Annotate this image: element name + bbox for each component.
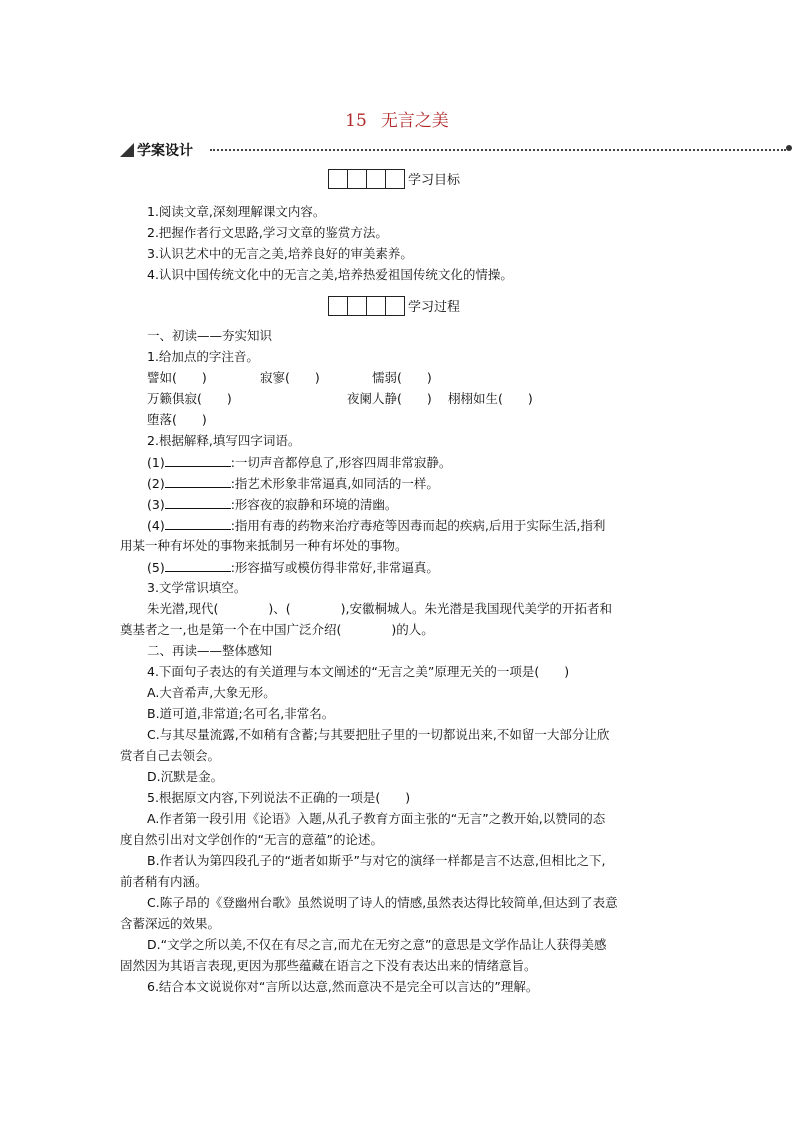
question-4: 4.下面句子表达的有关道理与本文阐述的“无言之美”原理无关的一项是( ) (147, 664, 570, 679)
fill-item-continued: 用某一种有坏处的事物来抵制另一种有坏处的事物。 (120, 538, 408, 553)
question-3: 3.文学常识填空。 (147, 580, 247, 595)
option-line: B.道可道,非常道;名可名,非常名。 (147, 706, 335, 721)
process-heading: 学习过程 (328, 295, 460, 315)
objective-item: 1.阅读文章,深刻理解课文内容。 (147, 204, 326, 219)
box-decoration-icon (328, 296, 404, 316)
option-line: 赏者自己去领会。 (120, 748, 221, 763)
lesson-number: 15 (345, 111, 367, 131)
objective-item: 3.认识艺术中的无言之美,培养良好的审美素养。 (147, 246, 413, 261)
option-line: 含蓄深远的效果。 (120, 916, 221, 931)
option-line: 前者稍有内涵。 (120, 874, 208, 889)
fill-item: (2) :指艺术形象非常逼真,如同活的一样。 (147, 476, 439, 491)
question-1: 1.给加点的字注音。 (147, 349, 259, 364)
part-heading: 一、初读——夯实知识 (147, 328, 273, 343)
question-3-line: 朱光潜,现代( )、( ),安徽桐城人。朱光潜是我国现代美学的开拓者和 (147, 601, 612, 616)
option-line: C.陈子昂的《登幽州台歌》虽然说明了诗人的情感,虽然表达得比较简单,但达到了表意 (147, 895, 618, 910)
answer-blank[interactable] (165, 559, 231, 572)
option-line: A.大音希声,大象无形。 (147, 685, 276, 700)
pinyin-item: 万籁俱寂( ) (147, 391, 232, 406)
option-line: A.作者第一段引用《论语》入题,从孔子教育方面主张的“无言”之教开始,以赞同的态 (147, 811, 606, 826)
pinyin-item: 懦弱( ) (372, 370, 432, 385)
question-2: 2.根据解释,填写四字词语。 (147, 433, 301, 448)
answer-blank[interactable] (165, 496, 231, 509)
option-line: 固然因为其语言表现,更因为那些蕴藏在语言之下没有表达出来的情绪意旨。 (120, 958, 537, 973)
fill-item: (1) :一切声音都停息了,形容四周非常寂静。 (147, 455, 452, 470)
part-heading: 二、再读——整体感知 (147, 643, 273, 658)
pinyin-item: 譬如( ) (147, 370, 207, 385)
question-6: 6.结合本文说说你对“言所以达意,然而意决不是完全可以言达的”理解。 (147, 979, 539, 994)
fill-item: (5) :形容描写或模仿得非常好,非常逼真。 (147, 560, 439, 575)
answer-blank[interactable] (165, 475, 231, 488)
fill-item: (3) :形容夜的寂静和环境的清幽。 (147, 497, 398, 512)
answer-blank[interactable] (165, 517, 231, 530)
option-line: D.“文学之所以美,不仅在有尽之言,而尤在无穷之意”的意思是文学作品让人获得美感 (147, 937, 607, 952)
triangle-icon (120, 143, 134, 157)
fill-item: (4) :指用有毒的药物来治疗毒疮等因毒而起的疾病,后用于实际生活,指利 (147, 518, 606, 533)
option-line: 度自然引出对文学创作的“无言的意蕴”的论述。 (120, 832, 383, 847)
dot-endcap-icon (786, 145, 792, 151)
option-line: C.与其尽量流露,不如稍有含蓄;与其要把肚子里的一切都说出来,不如留一大部分让欣 (147, 727, 610, 742)
pinyin-item: 寂寥( ) (260, 370, 320, 385)
answer-blank[interactable] (165, 454, 231, 467)
option-line: B.作者认为第四段孔子的“逝者如斯乎”与对它的演绎一样都是言不达意,但相比之下, (147, 853, 606, 868)
question-3-line: 奠基者之一,也是第一个在中国广泛介绍( )的人。 (120, 622, 434, 637)
objective-item: 4.认识中国传统文化中的无言之美,培养热爱祖国传统文化的情操。 (147, 267, 513, 282)
lesson-title: 无言之美 (380, 111, 449, 131)
option-line: D.沉默是金。 (147, 769, 224, 784)
objective-item: 2.把握作者行文思路,学习文章的鉴赏方法。 (147, 225, 388, 240)
section-header-label: 学案设计 (137, 143, 193, 159)
section-header-bar (120, 140, 792, 160)
box-decoration-icon (328, 169, 404, 189)
pinyin-item: 夜阑人静( ) (347, 391, 432, 406)
objectives-heading: 学习目标 (328, 168, 460, 188)
page-title (0, 106, 794, 131)
question-5: 5.根据原文内容,下列说法不正确的一项是( ) (147, 790, 411, 805)
dotted-divider (210, 149, 786, 151)
pinyin-item: 栩栩如生( ) (448, 391, 533, 406)
pinyin-item: 堕落( ) (147, 412, 207, 427)
